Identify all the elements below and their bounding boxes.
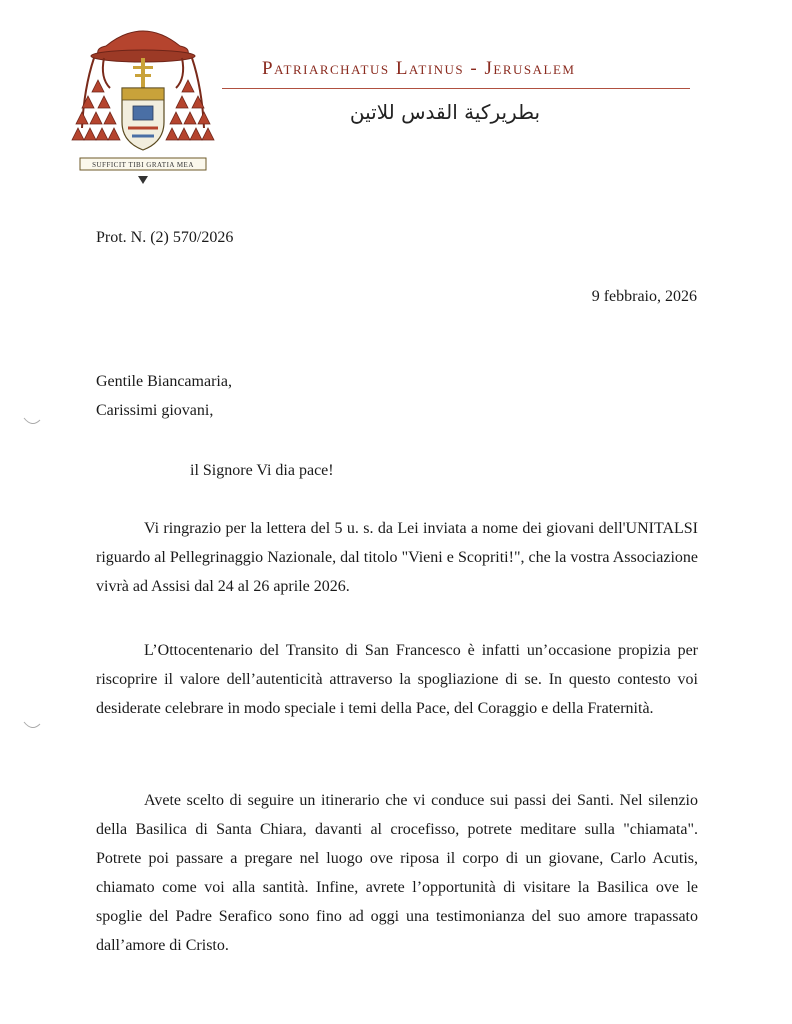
greeting-line: il Signore Vi dia pace! [190, 462, 334, 479]
protocol-number: Prot. N. (2) 570/2026 [96, 229, 234, 246]
paragraph-3-text: Avete scelto di seguire un itinerario che vi conduce sui passi dei Santi. Nel silenzio della Basilica di Santa Chiara, davanti al crocefisso, potrete meditare sulla "chiamata". Potrete poi passare a pregare nel luogo ove riposa il corpo di un giovane, Carlo Acutis, chiamato come voi alla santità. Infine, avrete l’opportunità di visitare la Basilica ove le spoglie del Padre Serafico sono fino ad oggi una testimonianza del suo amore trapassato dall’amore di Cristo. [96, 792, 698, 954]
patriarchate-title-arabic: بطريركية القدس للاتين [349, 100, 541, 124]
header-divider [222, 88, 690, 89]
salutation-line-2: Carissimi giovani, [96, 402, 214, 419]
letter-date: 9 febbraio, 2026 [591, 288, 697, 305]
salutation-line-1: Gentile Biancamaria, [96, 373, 232, 390]
paragraph-2-text: L’Ottocentenario del Transito di San Francesco è infatti un’occasione propizia per riscoprire il valore dell’autenticità attraverso la spogliazione di se. In questo contesto voi desiderate celebrare in modo speciale i temi della Pace, del Coraggio e della Fraternità. [96, 642, 698, 717]
punch-hole-mark-top [22, 416, 42, 428]
paragraph-2 [96, 636, 698, 723]
paragraph-1 [96, 514, 698, 601]
salutation [96, 367, 232, 425]
patriarchate-title: Patriarchatus Latinus - Jerusalem [262, 58, 576, 79]
coat-of-arms-logo [70, 18, 216, 190]
motto-text: SUFFICIT TIBI GRATIA MEA [92, 161, 194, 169]
punch-hole-mark-bottom [22, 720, 42, 732]
paragraph-1-text: Vi ringrazio per la lettera del 5 u. s. da Lei inviata a nome dei giovani dell'UNITALSI riguardo al Pellegrinaggio Nazionale, dal titolo "Vieni e Scopriti!", che la vostra Associazione vivrà ad Assisi dal 24 al 26 aprile 2026. [96, 520, 698, 595]
paragraph-3 [96, 786, 698, 960]
